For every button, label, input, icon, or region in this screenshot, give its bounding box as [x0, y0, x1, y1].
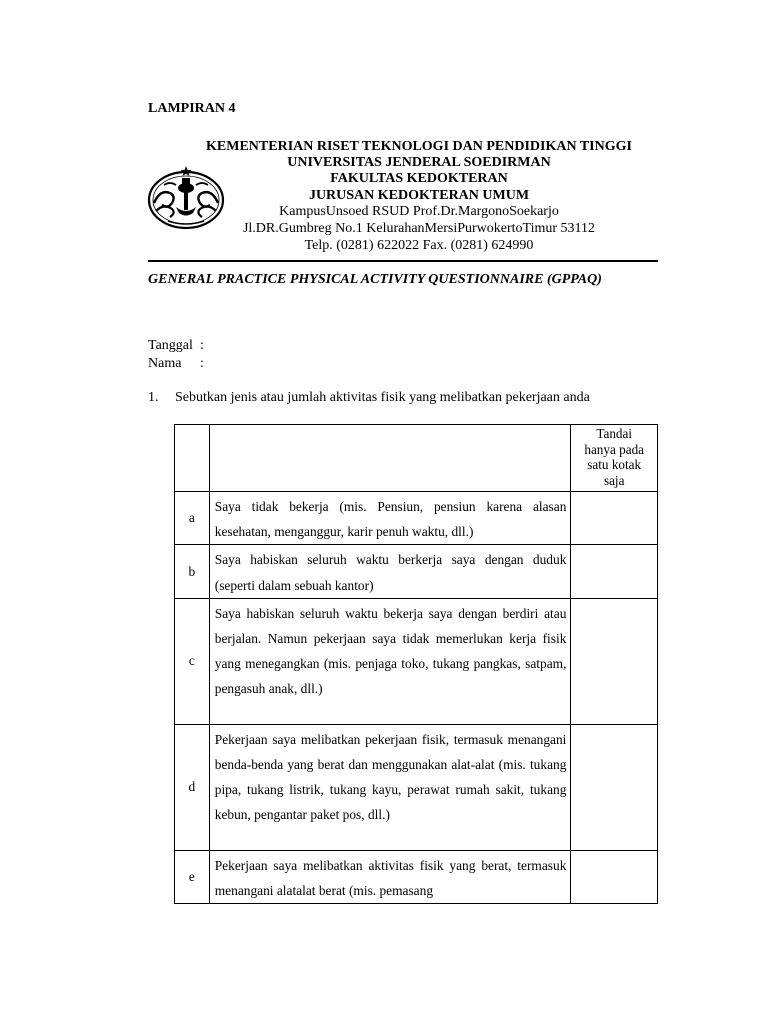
- row-letter: a: [175, 492, 210, 545]
- university-name: UNIVERSITAS JENDERAL SOEDIRMAN: [287, 155, 551, 170]
- mark-header-line: saja: [603, 472, 625, 488]
- name-separator: :: [200, 356, 204, 371]
- name-field: [148, 356, 204, 372]
- faculty-name: FAKULTAS KEDOKTERAN: [330, 171, 508, 186]
- university-seal-icon: [146, 163, 226, 231]
- row-description: Saya habiskan seluruh waktu berkerja saya dengan duduk (seperti dalam sebuah kantor): [209, 545, 571, 598]
- table-header-row: [175, 425, 658, 492]
- row-letter: c: [175, 598, 210, 724]
- mark-header-line: hanya pada: [584, 441, 645, 457]
- ministry-name: KEMENTERIAN RISET TEKNOLOGI DAN PENDIDIKAN TINGGI: [206, 139, 632, 154]
- date-field: [148, 338, 204, 354]
- question-number: 1.: [148, 390, 159, 405]
- street-address: Jl.DR.Gumbreg No.1 KelurahanMersiPurwokertoTimur 53112: [242, 221, 596, 236]
- mark-header-line: Tandai: [596, 426, 633, 441]
- header-desc-cell: [209, 425, 571, 492]
- mark-box[interactable]: [571, 598, 658, 724]
- mark-box[interactable]: [571, 545, 658, 598]
- question-text: Sebutkan jenis atau jumlah aktivitas fisik yang melibatkan pekerjaan anda: [175, 390, 590, 405]
- question-1: [148, 390, 590, 406]
- header-rule: [148, 260, 658, 262]
- mark-box[interactable]: [571, 724, 658, 850]
- row-description: Saya tidak bekerja (mis. Pensiun, pensiun karena alasan kesehatan, menganggur, karir penuh waktu, dll.): [209, 492, 571, 545]
- department-name: JURUSAN KEDOKTERAN UMUM: [308, 188, 530, 203]
- mark-header-line: satu kotak: [587, 457, 642, 472]
- mark-box[interactable]: [571, 850, 658, 903]
- date-separator: :: [200, 338, 204, 353]
- date-label: Tanggal: [148, 338, 193, 353]
- row-letter: e: [175, 850, 210, 903]
- row-letter: b: [175, 545, 210, 598]
- header-letter-cell: [175, 425, 210, 492]
- table-row: [175, 492, 658, 545]
- phone-fax: Telp. (0281) 622022 Fax. (0281) 624990: [304, 238, 534, 253]
- table-row: [175, 545, 658, 598]
- campus-address: KampusUnsoed RSUD Prof.Dr.MargonoSoekarjo: [279, 204, 559, 219]
- row-letter: d: [175, 724, 210, 850]
- mark-header-cell: [571, 425, 658, 492]
- table-row: [175, 598, 658, 724]
- table-row: [175, 850, 658, 903]
- mark-box[interactable]: [571, 492, 658, 545]
- appendix-label: LAMPIRAN 4: [148, 101, 236, 116]
- row-description: Pekerjaan saya melibatkan pekerjaan fisik, termasuk menangani benda-benda yang berat dan menggunakan alat-alat (mis. tukang pipa, tukang listrik, tukang kayu, perawat rumah sakit, tukang kebun, pengantar paket pos, dll.): [209, 724, 571, 850]
- table-row: [175, 724, 658, 850]
- activity-table: [174, 424, 658, 904]
- document-title: GENERAL PRACTICE PHYSICAL ACTIVITY QUESTIONNAIRE (GPPAQ): [148, 272, 602, 287]
- name-label: Nama: [148, 356, 182, 371]
- row-description: Pekerjaan saya melibatkan aktivitas fisik yang berat, termasuk menangani alatalat berat (mis. pemasang: [209, 850, 571, 903]
- row-description: Saya habiskan seluruh waktu bekerja saya dengan berdiri atau berjalan. Namun pekerjaan saya tidak memerlukan kerja fisik yang menegangkan (mis. penjaga toko, tukang pangkas, satpam, pengasuh anak, dll.): [209, 598, 571, 724]
